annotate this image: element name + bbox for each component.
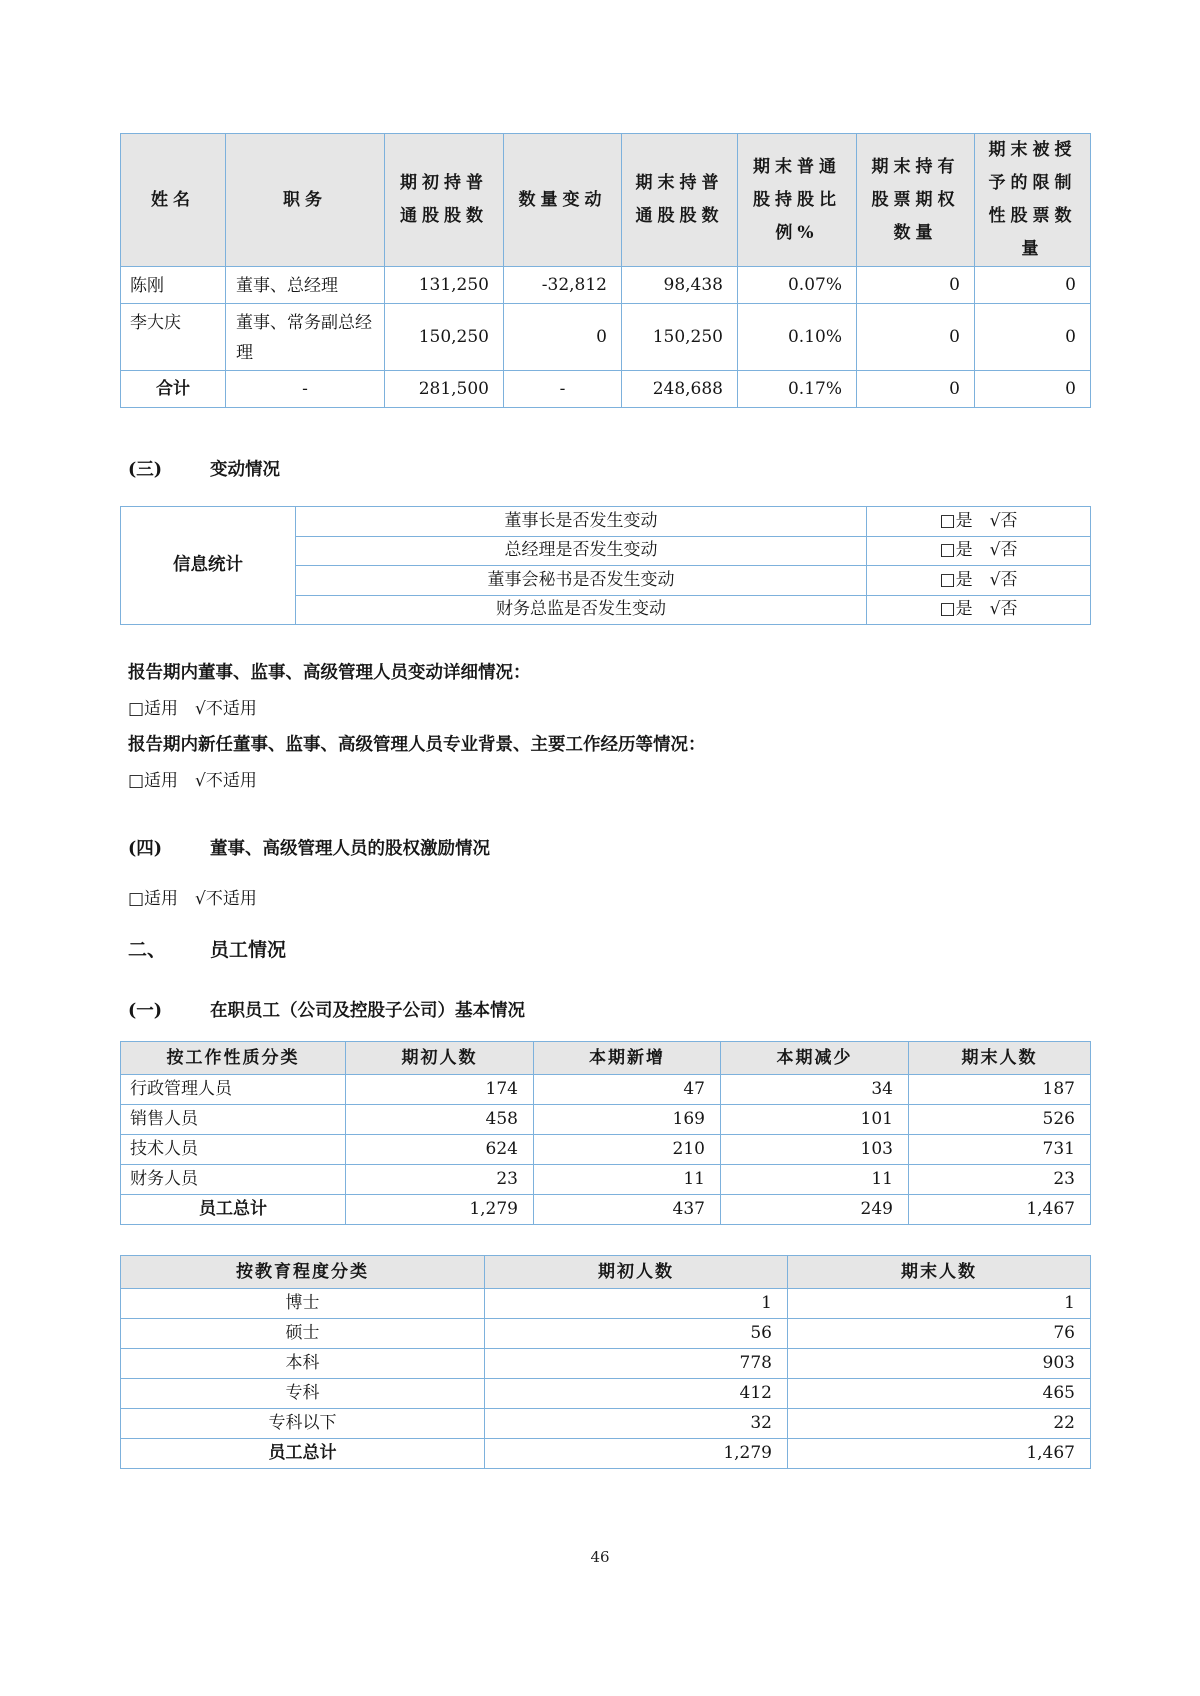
col-header-begin-count: 期初人数 — [346, 1042, 534, 1075]
table-row — [121, 1379, 1091, 1409]
section-number: (一) — [128, 1001, 163, 1021]
col-header-begin-count: 期初人数 — [485, 1256, 788, 1289]
cell-begin-shares: 150,250 — [385, 304, 504, 371]
cell-reduced: 101 — [721, 1105, 909, 1135]
cell-begin-count: 458 — [346, 1105, 534, 1135]
cell-end-shares: 150,250 — [622, 304, 738, 371]
cell-answer: □是 √否 — [867, 536, 1091, 566]
cell-end-count: 526 — [909, 1105, 1091, 1135]
col-header-reduced: 本期减少 — [721, 1042, 909, 1075]
cell-added: 210 — [534, 1135, 721, 1165]
cell-reduced: 11 — [721, 1165, 909, 1195]
applicability-answer: □适用 √不适用 — [128, 771, 257, 791]
cell-change: - — [504, 371, 622, 408]
cell-options: 0 — [857, 267, 975, 304]
cell-added: 437 — [534, 1195, 721, 1225]
col-header-added: 本期新增 — [534, 1042, 721, 1075]
section-title: 董事、高级管理人员的股权激励情况 — [210, 839, 490, 859]
col-header-education: 按教育程度分类 — [121, 1256, 485, 1289]
table-header-row — [121, 134, 1091, 267]
table-header-row — [121, 1042, 1091, 1075]
employees-by-education-table — [120, 1255, 1091, 1469]
cell-restricted: 0 — [975, 371, 1091, 408]
shareholding-table — [120, 133, 1091, 408]
section-title: 在职员工（公司及控股子公司）基本情况 — [210, 1001, 525, 1021]
cell-name: 李大庆 — [121, 304, 226, 371]
cell-end-count: 76 — [788, 1319, 1091, 1349]
section-heading-incentive — [128, 837, 1090, 861]
table-total-row — [121, 1195, 1091, 1225]
col-header-change: 数量变动 — [504, 134, 622, 267]
table-row — [121, 1289, 1091, 1319]
officers-change-title: 报告期内董事、监事、高级管理人员变动详细情况： — [128, 663, 531, 683]
table-total-row — [121, 371, 1091, 408]
cell-begin-count: 624 — [346, 1135, 534, 1165]
cell-position: 董事、常务副总经理 — [226, 304, 385, 371]
cell-added: 169 — [534, 1105, 721, 1135]
cell-end-ratio: 0.10% — [738, 304, 857, 371]
cell-question: 董事长是否发生变动 — [296, 507, 867, 537]
table-row — [121, 1135, 1091, 1165]
cell-begin-count: 1,279 — [485, 1439, 788, 1469]
cell-education: 硕士 — [121, 1319, 485, 1349]
section-number: 二、 — [128, 939, 167, 961]
section-title: 员工情况 — [210, 939, 287, 961]
cell-reduced: 34 — [721, 1075, 909, 1105]
table-row — [121, 1075, 1091, 1105]
table-row — [121, 1165, 1091, 1195]
section-number: (三) — [128, 460, 163, 480]
col-header-end-shares: 期末持普通股股数 — [622, 134, 738, 267]
col-header-begin-shares: 期初持普通股股数 — [385, 134, 504, 267]
cell-begin-count: 412 — [485, 1379, 788, 1409]
cell-begin-count: 778 — [485, 1349, 788, 1379]
cell-question: 财务总监是否发生变动 — [296, 595, 867, 625]
cell-options: 0 — [857, 371, 975, 408]
cell-answer: □是 √否 — [867, 507, 1091, 537]
cell-reduced: 249 — [721, 1195, 909, 1225]
col-header-end-ratio: 期末普通股持股比例% — [738, 134, 857, 267]
cell-begin-count: 56 — [485, 1319, 788, 1349]
cell-end-count: 731 — [909, 1135, 1091, 1165]
cell-end-count: 22 — [788, 1409, 1091, 1439]
table-row — [121, 1319, 1091, 1349]
section-number: (四) — [128, 839, 163, 859]
cell-begin-count: 1 — [485, 1289, 788, 1319]
col-header-options: 期末持有股票期权数量 — [857, 134, 975, 267]
cell-end-ratio: 0.17% — [738, 371, 857, 408]
cell-end-count: 1,467 — [788, 1439, 1091, 1469]
cell-end-count: 903 — [788, 1349, 1091, 1379]
col-header-position: 职务 — [226, 134, 385, 267]
new-officers-title: 报告期内新任董事、监事、高级管理人员专业背景、主要工作经历等情况： — [128, 735, 706, 755]
cell-role: 财务人员 — [121, 1165, 346, 1195]
cell-total-label: 员工总计 — [121, 1439, 485, 1469]
cell-end-ratio: 0.07% — [738, 267, 857, 304]
cell-name: 陈刚 — [121, 267, 226, 304]
cell-end-shares: 248,688 — [622, 371, 738, 408]
table-row — [121, 267, 1091, 304]
cell-answer: □是 √否 — [867, 566, 1091, 596]
table-row — [121, 304, 1091, 371]
cell-added: 47 — [534, 1075, 721, 1105]
cell-end-shares: 98,438 — [622, 267, 738, 304]
cell-role: 技术人员 — [121, 1135, 346, 1165]
cell-begin-shares: 281,500 — [385, 371, 504, 408]
cell-row-label: 信息统计 — [121, 507, 296, 625]
cell-role: 行政管理人员 — [121, 1075, 346, 1105]
cell-restricted: 0 — [975, 304, 1091, 371]
cell-education: 专科 — [121, 1379, 485, 1409]
section-heading-change — [128, 458, 1090, 482]
page-number: 46 — [590, 1548, 610, 1566]
col-header-name: 姓名 — [121, 134, 226, 267]
info-stat-table — [120, 506, 1091, 625]
cell-education: 专科以下 — [121, 1409, 485, 1439]
table-total-row — [121, 1439, 1091, 1469]
col-header-role: 按工作性质分类 — [121, 1042, 346, 1075]
table-row — [121, 507, 1091, 537]
cell-begin-count: 174 — [346, 1075, 534, 1105]
table-row — [121, 1349, 1091, 1379]
cell-change: 0 — [504, 304, 622, 371]
cell-begin-count: 32 — [485, 1409, 788, 1439]
applicability-answer: □适用 √不适用 — [128, 699, 257, 719]
cell-end-count: 23 — [909, 1165, 1091, 1195]
applicability-answer: □适用 √不适用 — [128, 889, 257, 909]
section-heading-inservice — [128, 999, 1090, 1023]
cell-options: 0 — [857, 304, 975, 371]
table-row — [121, 1409, 1091, 1439]
cell-begin-count: 23 — [346, 1165, 534, 1195]
cell-question: 董事会秘书是否发生变动 — [296, 566, 867, 596]
cell-total-label: 员工总计 — [121, 1195, 346, 1225]
cell-answer: □是 √否 — [867, 595, 1091, 625]
table-row — [121, 1105, 1091, 1135]
cell-begin-count: 1,279 — [346, 1195, 534, 1225]
cell-reduced: 103 — [721, 1135, 909, 1165]
col-header-restricted: 期末被授予的限制性股票数量 — [975, 134, 1091, 267]
cell-begin-shares: 131,250 — [385, 267, 504, 304]
col-header-end-count: 期末人数 — [909, 1042, 1091, 1075]
cell-end-count: 1 — [788, 1289, 1091, 1319]
cell-change: -32,812 — [504, 267, 622, 304]
cell-restricted: 0 — [975, 267, 1091, 304]
cell-role: 销售人员 — [121, 1105, 346, 1135]
cell-added: 11 — [534, 1165, 721, 1195]
cell-end-count: 1,467 — [909, 1195, 1091, 1225]
employees-by-role-table — [120, 1041, 1091, 1225]
section-title: 变动情况 — [210, 460, 280, 480]
col-header-end-count: 期末人数 — [788, 1256, 1091, 1289]
section-heading-employees — [128, 937, 1090, 963]
cell-position: 董事、总经理 — [226, 267, 385, 304]
cell-end-count: 187 — [909, 1075, 1091, 1105]
cell-education: 博士 — [121, 1289, 485, 1319]
cell-position: - — [226, 371, 385, 408]
cell-end-count: 465 — [788, 1379, 1091, 1409]
table-header-row — [121, 1256, 1091, 1289]
cell-education: 本科 — [121, 1349, 485, 1379]
cell-question: 总经理是否发生变动 — [296, 536, 867, 566]
cell-total-label: 合计 — [121, 371, 226, 408]
